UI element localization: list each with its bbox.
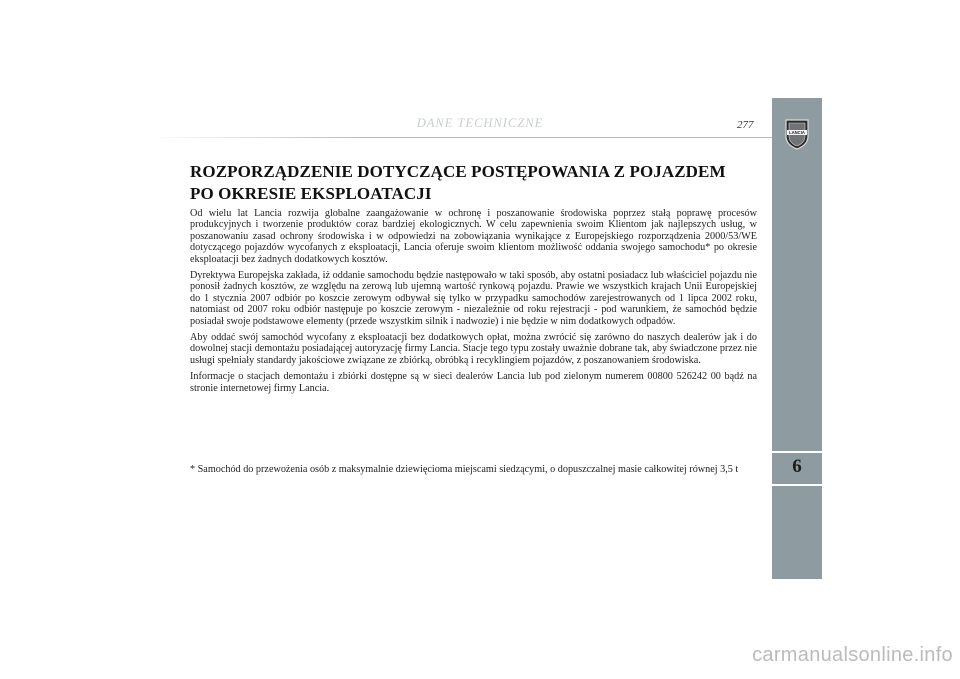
chapter-tab-divider	[772, 484, 822, 486]
footnote: * Samochód do przewożenia osób z maksymalnie dziewięcioma miejscami siedzącymi, o dopuszczalnej masie całkowitej równej 3,5 t	[190, 464, 739, 475]
paragraph: Od wielu lat Lancia rozwija globalne zaangażowanie w ochronę i poszanowanie środowiska poprzez stałą poprawę procesów produkcyjnych i tworzenie produktów coraz bardziej ekologicznych. W celu zapewnienia swoim Klientom jak najlepszych usług, w poszanowaniu zasad ochrony środowiska i w odpowiedzi na zobowiązania wynikające z Europejskiego rozporządzenia 2000/53/WE dotyczącego pojazdów wycofanych z eksploatacji, Lancia oferuje swoim klientom możliwość oddania swojego samochodu* po okresie eksploatacji bez żadnych dodatkowych kosztów.	[190, 208, 757, 265]
page-title-line: PO OKRESIE EKSPLOATACJI	[190, 184, 432, 203]
chapter-tab-divider	[772, 451, 822, 453]
page-number: 277	[737, 119, 754, 131]
section-title: DANE TECHNICZNE	[416, 116, 544, 130]
chapter-number: 6	[792, 456, 802, 477]
chapter-sidebar	[772, 98, 822, 579]
body-text	[190, 208, 757, 399]
svg-text:LANCIA: LANCIA	[789, 130, 805, 136]
header-rule	[150, 137, 772, 138]
paragraph: Informacje o stacjach demontażu i zbiórki dostępne są w sieci dealerów Lancia lub pod zielonym numerem 00800 526242 00 bądź na stronie internetowej firmy Lancia.	[190, 371, 757, 394]
lancia-logo-icon	[783, 118, 811, 150]
page-title-line: ROZPORZĄDZENIE DOTYCZĄCE POSTĘPOWANIA Z POJAZDEM	[190, 162, 726, 181]
watermark: carmanualsonline.info	[752, 644, 953, 666]
paragraph: Aby oddać swój samochód wycofany z eksploatacji bez dodatkowych opłat, można zwrócić się zarówno do naszych dealerów jak i do dowolnej stacji demontażu posiadającej autoryzację firmy Lancia. Stacje tego typu zostały uważnie dobrane tak, aby świadczone przez nie usługi spełniały standardy jakościowe związane ze zbiórką, obróbką i recyklingiem pojazdów, z poszanowaniem środowiska.	[190, 332, 757, 366]
paragraph: Dyrektywa Europejska zakłada, iż oddanie samochodu będzie następowało w taki sposób, aby ostatni posiadacz lub właściciel pojazdu nie ponosił żadnych kosztów, ze względu na zerową lub ujemną wartość rynkową pojazdu. Prawie we wszystkich krajach Unii Europejskiej do 1 stycznia 2007 odbiór po koszcie zerowym odbywał się tylko w przypadku samochodów zarejestrowanych od 1 lipca 2002 roku, natomiast od 2007 roku odbiór następuje po koszcie zerowym - niezależnie od roku rejestracji - pod warunkiem, że samochód będzie posiadał swoje podstawowe elementy (przede wszystkim silnik i nadwozie) i nie będzie w nim dodatkowych odpadów.	[190, 270, 757, 327]
page-title	[190, 161, 770, 205]
